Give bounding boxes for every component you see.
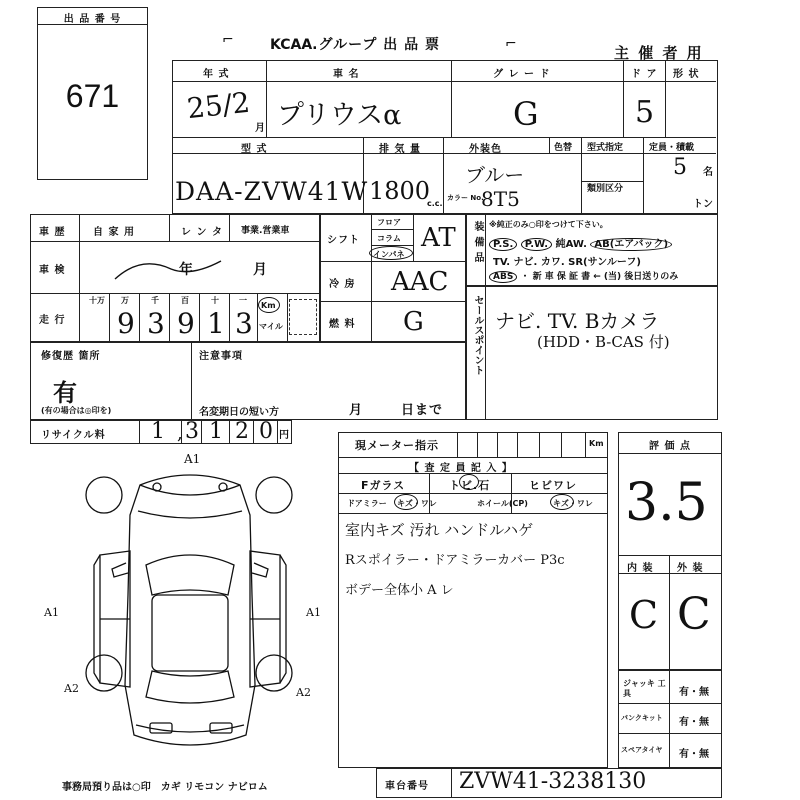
corner-mark-right: ⌐ (505, 36, 517, 52)
car-roof (152, 595, 228, 671)
mirror-flaw-circle (394, 494, 418, 510)
exterior-color-label: 外装色 (469, 144, 502, 155)
car-left-sill (94, 555, 100, 683)
business-label: 事業.営業車 (241, 226, 290, 236)
score-box (618, 432, 722, 670)
year-month-unit: 月 (255, 123, 265, 134)
model-value: DAA-ZVW41W (175, 177, 369, 206)
assessment-note-2: Rスポイラー・ドアミラーカバー P3c (345, 553, 565, 568)
f-glass-label: Fガラス (361, 479, 406, 492)
capacity-value: 5 (673, 155, 687, 180)
equip-aw: 純AW. (555, 239, 587, 250)
wheel-flaw-circle (550, 494, 574, 510)
mileage-digit-1k: 3 (147, 307, 165, 340)
damage-mark-rear-right: A2 (296, 686, 311, 699)
lot-number-label: 出 品 番 号 (63, 14, 122, 25)
inspection-strike (111, 251, 251, 285)
keys-note: 事務局預り品は○印 カギ リモコン ナビロム (62, 782, 268, 793)
displacement-label: 排 気 量 (379, 144, 421, 155)
color-no-value: 8T5 (481, 187, 520, 211)
repair-table (30, 342, 466, 420)
corner-mark-left: ⌐ (222, 32, 234, 48)
chassis-label: 車台番号 (385, 781, 429, 792)
damage-mark-rear-left: A2 (64, 682, 79, 695)
recycle-digit-5: 0 (259, 419, 273, 444)
wheel-front-left-icon (86, 477, 122, 513)
mileage-digit-10k: 9 (117, 307, 135, 340)
model-label: 型 式 (241, 144, 268, 155)
equipment-line3 (489, 269, 678, 282)
jack-value: 有・無 (679, 687, 709, 698)
year-label: 年 式 (203, 69, 230, 80)
drivetrain-table (320, 214, 466, 342)
equip-ab: AB(エアバック) (590, 238, 672, 251)
wheel-rear-left-icon (86, 655, 122, 691)
sales-points-line2: (HDD・B-CAS 付) (537, 333, 670, 351)
caution-deadline: 名変期日の短い方 (199, 407, 279, 418)
grade-label: グ レ ー ド (493, 69, 551, 80)
fuel-label: 燃 料 (329, 319, 356, 330)
assessment-note-3: ボデー全体小 A レ (345, 583, 454, 598)
jack-label: ジャッキ 工具 (623, 679, 666, 698)
capacity-label: 定員・積載 (649, 143, 695, 153)
shift-panel: インパネ (373, 250, 405, 259)
shift-floor: フロア (377, 218, 401, 227)
shift-label: シフト (327, 235, 360, 246)
sales-points-line1: ナビ. TV. Bカメラ (495, 309, 660, 333)
puncture-value: 有・無 (679, 717, 709, 728)
shift-column: コラム (377, 234, 401, 243)
car-trunk (136, 725, 244, 732)
chassis-value: ZVW41-3238130 (459, 769, 647, 794)
mirror-left-icon (112, 563, 128, 577)
recycle-row (30, 420, 292, 444)
meter-label: 現メーター指示 (355, 439, 439, 452)
equipment-title: 装 備 品 (472, 221, 483, 263)
classification-label: 類別区分 (587, 184, 624, 194)
equip-warranty: ・ 新 車 保 証 書 ← (当) 後日送りのみ (520, 272, 679, 282)
assessment-title: 【 査 定 員 記 入 】 (409, 463, 513, 474)
assessment-note-1: 室内キズ 汚れ ハンドルハゲ (345, 521, 534, 539)
headlight-right-icon (219, 483, 227, 491)
car-windshield (146, 555, 234, 595)
digit-label-1: 一 (239, 296, 247, 305)
headlight-left-icon (153, 483, 161, 491)
damage-mark-right: A1 (306, 606, 321, 619)
grade-value: G (513, 95, 539, 133)
sheet-title (270, 34, 440, 54)
interior-label: 内 装 (627, 563, 654, 574)
door-mirror-label: ドアミラー (347, 499, 387, 508)
equipment-note: ※純正のみ○印をつけて下さい。 (489, 220, 608, 229)
recycle-digit-3: 1 (209, 419, 223, 444)
year-value: 25/2 (185, 85, 252, 126)
private-use-label: 自 家 用 (93, 227, 135, 238)
repair-value: 有 (53, 379, 77, 407)
sheet-title-text: .グループ 出 品 票 (312, 37, 440, 53)
mileage-digit-10: 1 (207, 307, 225, 340)
assessment-box (338, 432, 608, 768)
wheel-front-right-icon (256, 477, 292, 513)
recycle-unit: 円 (279, 430, 289, 441)
damage-mark-front: A1 (184, 452, 201, 466)
chip-circle (459, 474, 479, 490)
lot-number-value: 671 (65, 78, 120, 114)
aircon-label: 冷 房 (329, 279, 356, 290)
car-body-outline (125, 475, 255, 745)
person-unit: 名 (703, 167, 713, 178)
rental-label: レ ン タ (181, 227, 223, 238)
doors-label: ド ア (631, 69, 658, 80)
recycle-digit-4: 2 (235, 419, 249, 444)
car-rear-glass (146, 671, 234, 703)
inspection-year: 年 (179, 262, 194, 278)
car-name-label: 車 名 (333, 69, 360, 80)
recycle-digit-1: 1 (151, 419, 165, 444)
equip-abs: ABS (489, 271, 517, 283)
spare-value: 有・無 (679, 749, 709, 760)
history-table (30, 214, 320, 342)
interior-value: C (629, 593, 659, 637)
cc-unit: c.c. (427, 199, 443, 208)
lot-number-box (37, 7, 148, 180)
digit-label-100k: 十万 (89, 296, 105, 305)
color-change-label: 色替 (554, 143, 573, 153)
equipment-line1 (489, 235, 672, 250)
mileage-label: 走 行 (39, 315, 66, 326)
chassis-row (376, 768, 722, 798)
spare-label: スペアタイヤ (621, 746, 663, 754)
car-damage-diagram (60, 455, 340, 770)
repair-label: 修復歴 箇所 (41, 351, 101, 362)
type-designation-label: 型式指定 (587, 143, 624, 153)
equipment-line2: TV. ナビ. カワ. SR(サンルーフ) (493, 257, 641, 268)
exterior-value: C (677, 589, 711, 640)
digit-label-100: 百 (181, 296, 189, 305)
recycle-digit-2: 3 (185, 419, 199, 444)
car-name-value: プリウスα (277, 100, 402, 131)
crack-label: ヒビワレ (529, 479, 577, 492)
score-label: 評 価 点 (649, 441, 691, 452)
caution-month: 月 (349, 403, 364, 418)
equipment-table (466, 214, 718, 286)
mirror-right-icon (252, 563, 268, 577)
history-label: 車 歴 (39, 227, 66, 238)
mileage-digit-100: 9 (177, 307, 195, 340)
mile-label: マイル (259, 322, 283, 331)
inspection-month: 月 (253, 262, 268, 278)
meter-unit: Km (589, 439, 604, 448)
damage-mark-left: A1 (44, 606, 59, 619)
shift-panel-circle (369, 246, 413, 260)
shift-value: AT (421, 223, 456, 253)
displacement-value: 1800 (369, 177, 431, 205)
fuel-value: G (403, 307, 424, 337)
mile-dashed-box (289, 299, 317, 335)
digit-label-1k: 千 (151, 296, 159, 305)
digit-label-10: 十 (211, 296, 219, 305)
repair-note: (有の場合は◎印を) (41, 406, 112, 415)
exterior-color-value: ブルー (465, 163, 525, 187)
wheel-label: ホイール(CP) (477, 499, 528, 508)
km-circle (258, 297, 280, 313)
car-right-sill (280, 555, 286, 683)
equip-pw: P.W. (521, 238, 552, 251)
km-label: Km (261, 301, 276, 310)
caution-label: 注意事項 (199, 351, 243, 362)
chip-label: トビ.石 (449, 479, 491, 492)
caution-day: 日まで (401, 403, 444, 418)
exterior-label: 外 装 (677, 563, 704, 574)
aircon-value: AAC (391, 267, 449, 297)
inspection-label: 車 検 (39, 265, 66, 276)
organizer-label: 主 催 者 用 (614, 44, 704, 62)
shape-label: 形 状 (673, 69, 700, 80)
sales-points (466, 286, 718, 420)
sales-points-title: セールスポイント (472, 295, 483, 375)
wheel-flaw-label: キズ・ワレ (553, 499, 593, 508)
doors-value: 5 (635, 95, 655, 130)
score-value: 3.5 (625, 473, 708, 533)
mileage-digit-1: 3 (235, 307, 253, 340)
color-no-label: カラー No. (447, 194, 484, 202)
org-name: KCAA (270, 37, 313, 53)
recycle-comma: , (177, 423, 183, 444)
digit-label-10k: 万 (121, 296, 129, 305)
ton-unit: トン (693, 199, 713, 210)
mirror-flaw-label: キズ・ワレ (397, 499, 437, 508)
puncture-label: パンクキット (621, 714, 663, 722)
equip-ps: P.S. (489, 238, 517, 251)
vehicle-table (172, 60, 718, 214)
recycle-label: リサイクル料 (41, 430, 106, 441)
accessories-box (618, 670, 722, 768)
